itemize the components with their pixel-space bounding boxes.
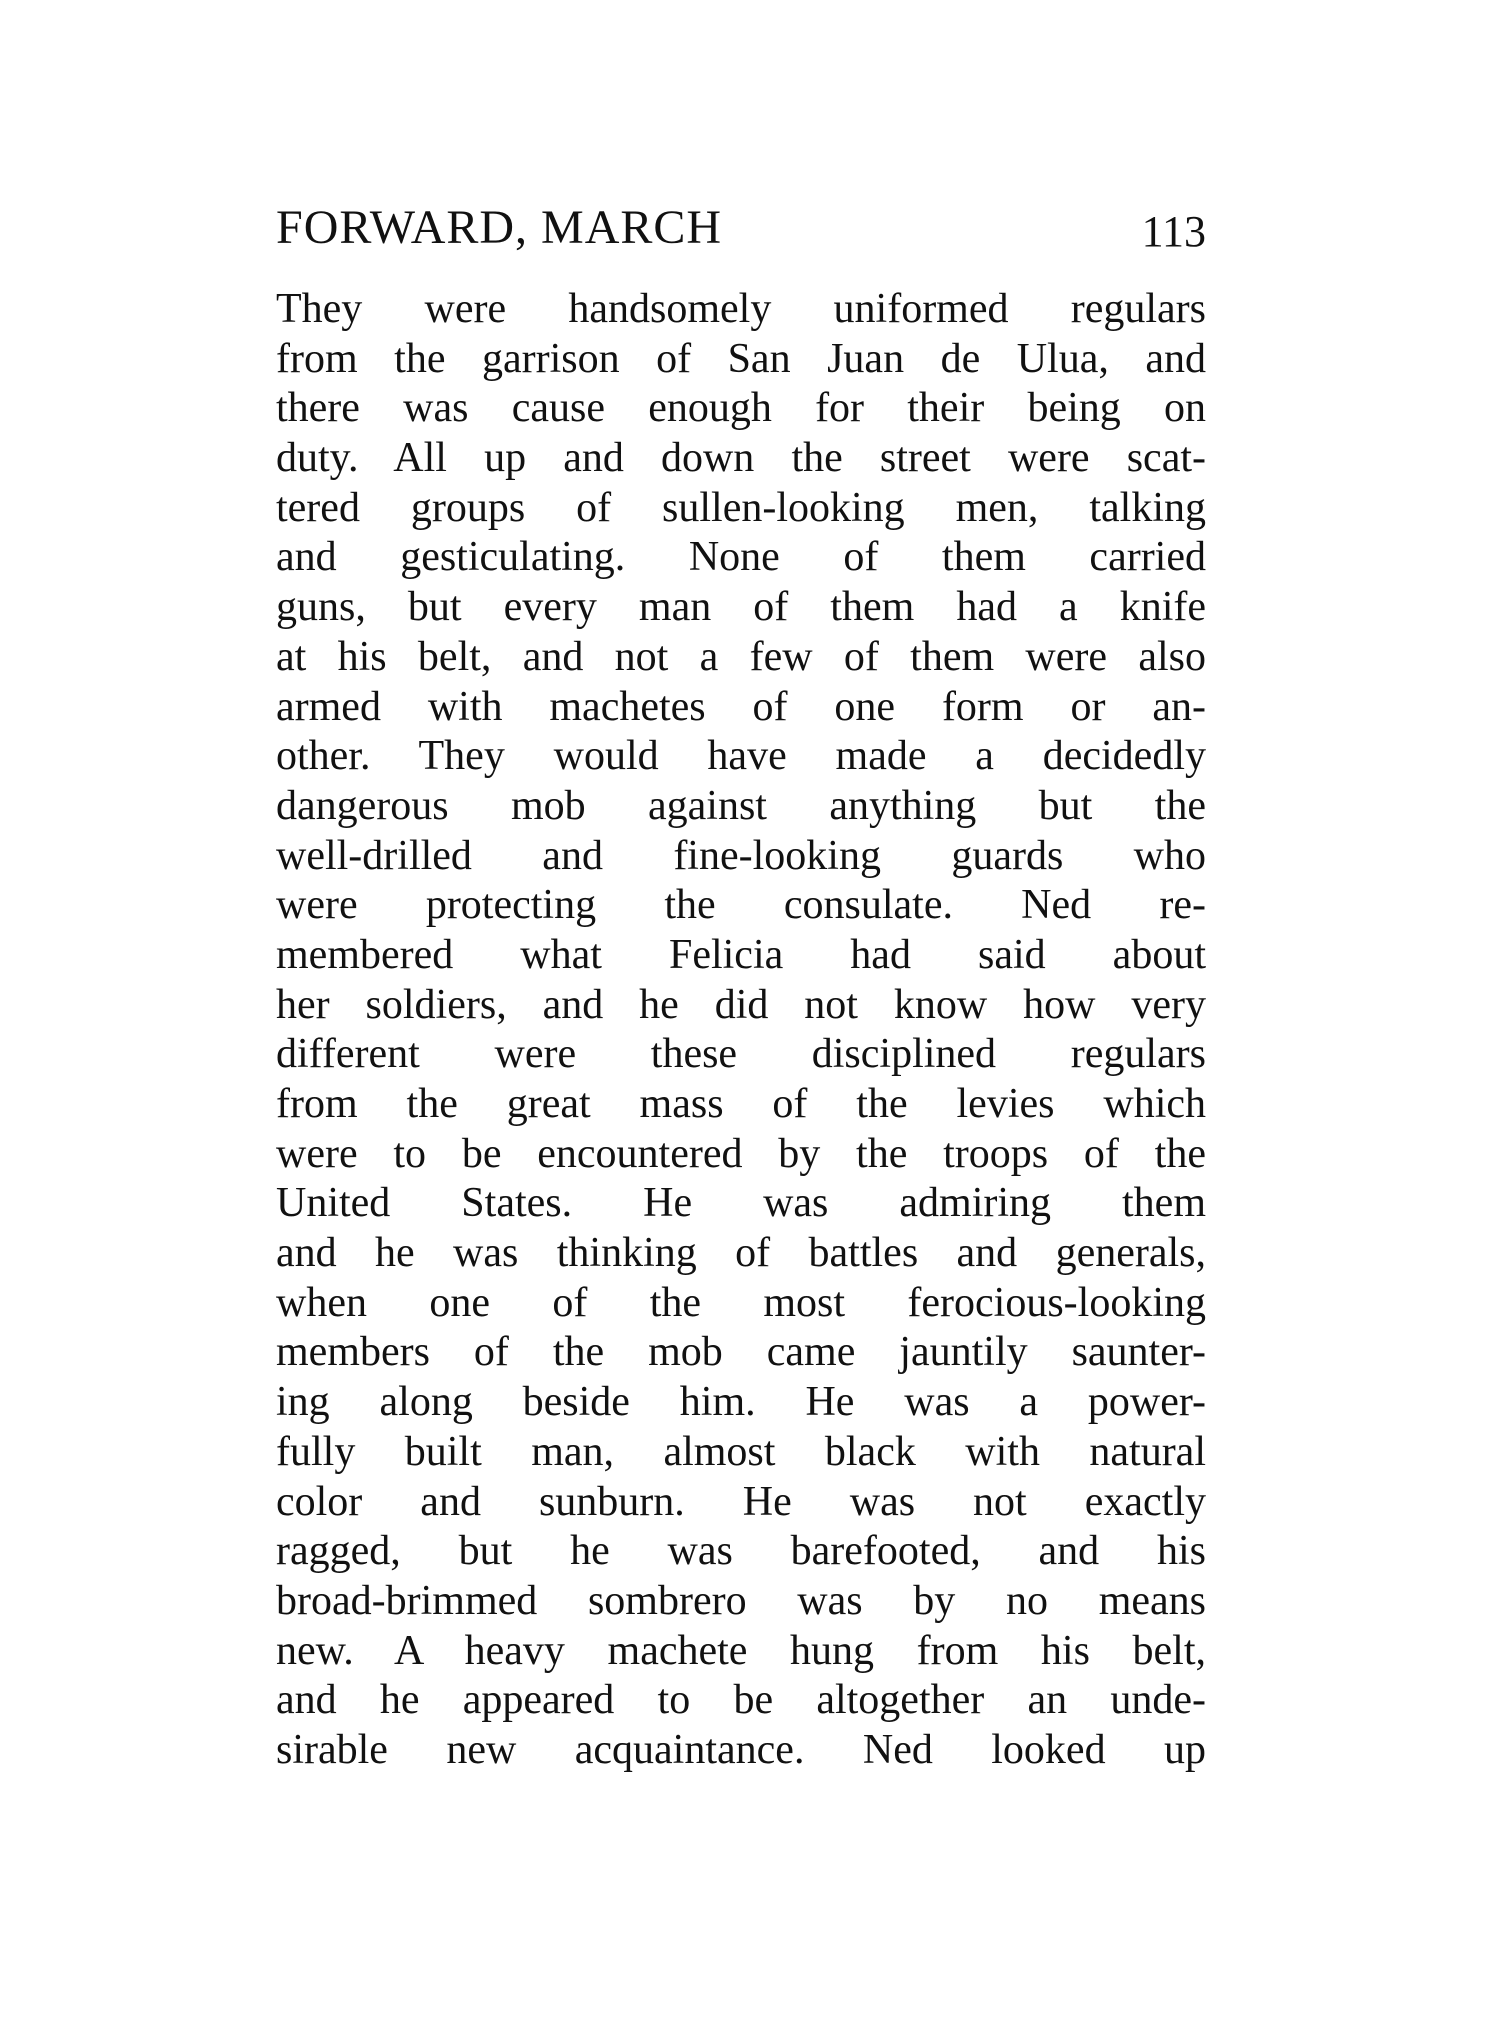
- text-line: membered what Felicia had said about: [276, 931, 1206, 978]
- running-head: [276, 198, 1206, 258]
- text-line: well-drilled and fine-looking guards who: [276, 832, 1206, 879]
- text-line: there was cause enough for their being on: [276, 385, 1206, 432]
- text-line: tered groups of sullen-looking men, talking: [276, 484, 1206, 531]
- text-line: ragged, but he was barefooted, and his: [276, 1528, 1206, 1575]
- text-line: other. They would have made a decidedly: [276, 733, 1206, 780]
- text-line: from the great mass of the levies which: [276, 1081, 1206, 1127]
- text-line: dangerous mob against anything but the: [276, 782, 1206, 829]
- text-line: broad-brimmed sombrero was by no means: [276, 1577, 1206, 1624]
- text-line: ing along beside him. He was a power-: [276, 1379, 1206, 1426]
- text-line: and he was thinking of battles and generals,: [276, 1230, 1206, 1277]
- text-line: sirable new acquaintance. Ned looked up: [276, 1726, 1206, 1773]
- text-line: were protecting the consulate. Ned re-: [276, 882, 1206, 929]
- text-line: her soldiers, and he did not know how very: [276, 981, 1206, 1028]
- text-line: and gesticulating. None of them carried: [276, 534, 1206, 581]
- page-number: 113: [1141, 207, 1206, 256]
- running-title: FORWARD, MARCH: [276, 201, 723, 254]
- text-line: new. A heavy machete hung from his belt,: [276, 1627, 1206, 1674]
- text-line: at his belt, and not a few of them were also: [276, 633, 1206, 680]
- text-line: color and sunburn. He was not exactly: [276, 1478, 1206, 1525]
- body-text: [276, 285, 1206, 1776]
- text-line: fully built man, almost black with natural: [276, 1428, 1206, 1475]
- text-line: United States. He was admiring them: [276, 1180, 1206, 1227]
- text-line: and he appeared to be altogether an unde-: [276, 1677, 1206, 1724]
- text-line: when one of the most ferocious-looking: [276, 1279, 1206, 1326]
- text-line: were to be encountered by the troops of the: [276, 1130, 1206, 1177]
- text-line: members of the mob came jauntily saunter-: [276, 1329, 1206, 1376]
- text-line: They were handsomely uniformed regulars: [276, 286, 1206, 332]
- text-line: different were these disciplined regulars: [276, 1031, 1206, 1078]
- text-line: from the garrison of San Juan de Ulua, and: [276, 335, 1206, 382]
- text-line: armed with machetes of one form or an-: [276, 683, 1206, 730]
- text-line: duty. All up and down the street were scat-: [276, 435, 1206, 482]
- text-line: guns, but every man of them had a knife: [276, 584, 1206, 631]
